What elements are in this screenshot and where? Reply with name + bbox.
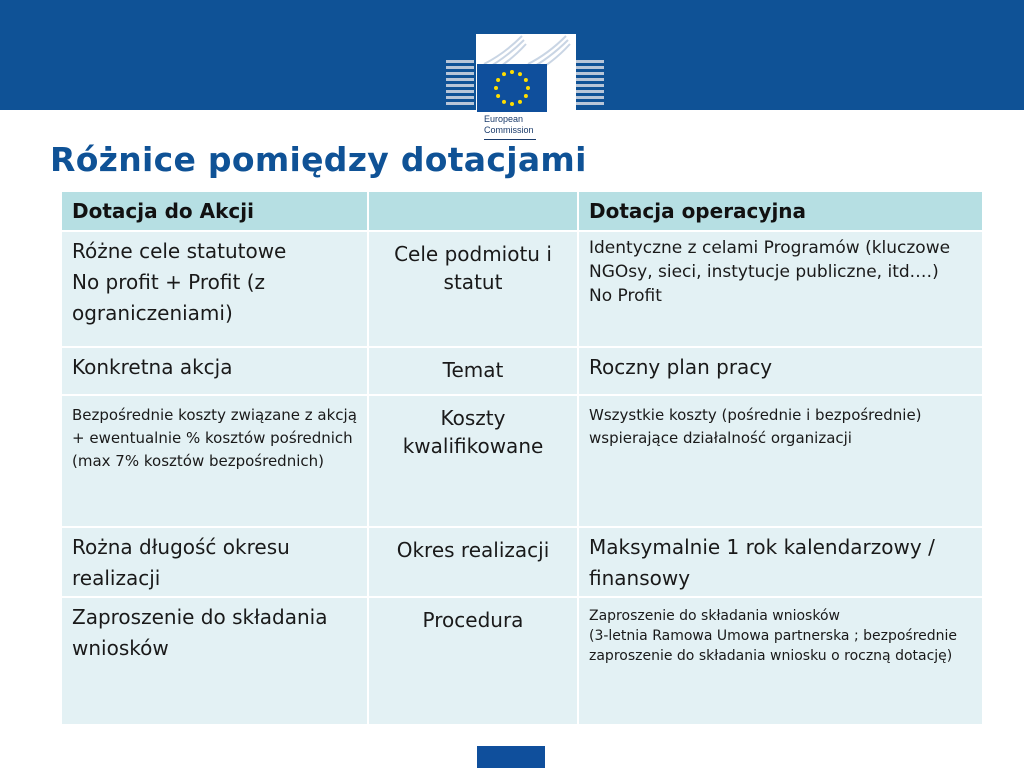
cell-text: Konkretna akcja (72, 355, 233, 379)
cell-left (61, 527, 368, 597)
cell-right (578, 597, 983, 725)
cell-left (61, 597, 368, 725)
table-row (61, 231, 983, 347)
cell-text: No Profit (589, 286, 662, 306)
cell-text: Roczny plan pracy (589, 355, 773, 379)
cell-text: No profit + Profit (z ograniczeniami) (72, 270, 266, 325)
header-action-grant: Dotacja do Akcji (61, 191, 368, 231)
cell-left (61, 395, 368, 527)
comparison-table (60, 190, 984, 726)
cell-middle: Koszty kwalifikowane (368, 395, 578, 527)
cell-middle: Temat (368, 347, 578, 395)
cell-text: Rożna długość okresu realizacji (72, 535, 290, 590)
cell-middle: Okres realizacji (368, 527, 578, 597)
logo-line-2: Commission (484, 125, 534, 135)
european-commission-logo (444, 34, 606, 144)
table-row (61, 347, 983, 395)
table-row (61, 527, 983, 597)
eu-star (496, 78, 500, 82)
cell-right (578, 347, 983, 395)
cell-text: Bezpośrednie koszty związane z akcją + ewentualnie % kosztów pośrednich (max 7% kosztów bezpośrednich) (72, 406, 357, 470)
table-row (61, 597, 983, 725)
table-row (61, 395, 983, 527)
eu-star (524, 78, 528, 82)
eu-star (518, 72, 522, 76)
footer-flag-icon (477, 746, 545, 768)
header-operating-grant: Dotacja operacyjna (578, 191, 983, 231)
eu-star (510, 102, 514, 106)
eu-star (524, 94, 528, 98)
cell-left (61, 231, 368, 347)
eu-star (510, 70, 514, 74)
cell-text: Wszystkie koszty (pośrednie i bezpośrednie) wspierające działalność organizacji (589, 406, 922, 447)
cell-right (578, 231, 983, 347)
logo-line-1: European (484, 114, 524, 124)
cell-text: Maksymalnie 1 rok kalendarzowy / finansowy (589, 535, 935, 590)
cell-right (578, 395, 983, 527)
cell-text: Zaproszenie do składania wniosków (72, 605, 328, 660)
page-title: Różnice pomiędzy dotacjami (50, 140, 587, 179)
cell-right (578, 527, 983, 597)
eu-star (502, 100, 506, 104)
eu-star (496, 94, 500, 98)
cell-text: Różne cele statutowe (72, 239, 287, 263)
cell-middle: Procedura (368, 597, 578, 725)
eu-star (526, 86, 530, 90)
table-header-row (61, 191, 983, 231)
eu-star (518, 100, 522, 104)
cell-text: (3-letnia Ramowa Umowa partnerska ; bezpośrednie zaproszenie do składania wniosku o roczną dotację) (589, 628, 958, 664)
cell-text: Identyczne z celami Programów (kluczowe NGOsy, sieci, instytucje publiczne, itd.…) (589, 238, 951, 282)
cell-text: Zaproszenie do składania wniosków (589, 608, 840, 624)
cell-left (61, 347, 368, 395)
header-criterion (368, 191, 578, 231)
eu-star (502, 72, 506, 76)
eu-star (494, 86, 498, 90)
berlaymont-building-icon (444, 34, 606, 114)
logo-text (484, 114, 534, 136)
cell-middle: Cele podmiotu i statut (368, 231, 578, 347)
